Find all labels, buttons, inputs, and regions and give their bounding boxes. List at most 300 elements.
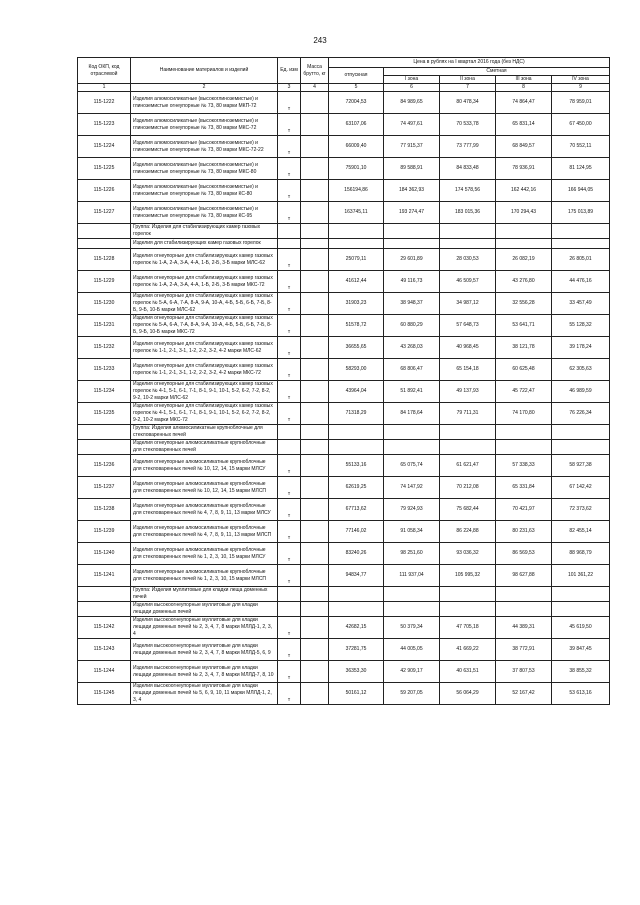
price-cell: 65 154,18 [440,359,496,381]
item-unit: т [278,136,301,158]
empty-cell [440,587,496,602]
price-cell: 56 064,29 [440,683,496,705]
table-row [78,617,610,639]
item-mass [301,293,329,315]
price-cell: 65 331,84 [496,477,552,499]
group-row [78,224,610,239]
price-cell: 50161,12 [329,683,384,705]
price-cell: 93 036,32 [440,543,496,565]
group-title: Группа: Изделия алюмосиликатные крупноблочные для стекловаренных печей [131,425,278,440]
price-cell: 43 268,03 [384,337,440,359]
price-cell: 55133,16 [329,455,384,477]
item-code: 115-1237 [78,477,131,499]
price-cell: 74 170,80 [496,403,552,425]
empty-cell [301,239,329,249]
group-code-cell [78,440,131,455]
price-cell: 45 722,47 [496,381,552,403]
price-cell: 46 989,59 [552,381,610,403]
group-code-cell [78,239,131,249]
price-cell: 82 455,14 [552,521,610,543]
table-row [78,683,610,705]
empty-cell [496,239,552,249]
item-code: 115-1230 [78,293,131,315]
price-cell: 68 806,47 [384,359,440,381]
table-row [78,293,610,315]
empty-cell [301,602,329,617]
price-cell: 32 556,28 [496,293,552,315]
item-unit: т [278,639,301,661]
price-cell: 37 807,53 [496,661,552,683]
price-cell: 74 864,47 [496,92,552,114]
empty-cell [440,425,496,440]
empty-cell [552,239,610,249]
item-name: Изделия огнеупорные алюмосиликатные крупноблочные для стекловаренных печей № 10, 12, 14, 15 марки МЛСП [131,477,278,499]
price-cell: 58293,00 [329,359,384,381]
price-cell: 52 167,42 [496,683,552,705]
price-cell: 74 147,92 [384,477,440,499]
price-cell: 78 959,01 [552,92,610,114]
group-code-cell [78,602,131,617]
price-table [77,57,610,705]
empty-cell [329,239,384,249]
item-code: 115-1241 [78,565,131,587]
item-name: Изделия алюмосиликатные (высокоглиноземистые) и глиноземистые огнеупорные № 73, 80 марки КС-95 [131,202,278,224]
empty-cell [552,440,610,455]
col-index: 7 [440,84,496,92]
price-cell: 41 669,22 [440,639,496,661]
price-cell: 62619,25 [329,477,384,499]
col-index: 6 [384,84,440,92]
item-name: Изделия огнеупорные для стабилизирующих камер газовых горелок № 5-А, 6-А, 7-А, 8-А, 9-А, 10-А, 4-Б, 5-Б, 6-Б, 7-Б, 8-Б, 9-Б, 10-Б марки МКС-72 [131,315,278,337]
price-cell: 98 251,60 [384,543,440,565]
item-name: Изделия огнеупорные для стабилизирующих камер газовых горелок № 1-А, 2-А, 3-А, 4-А, 1-Б, 2-Б, 3-Б марки МЛС-62 [131,249,278,271]
empty-cell [301,587,329,602]
price-cell: 31903,23 [329,293,384,315]
header-estimate: Сметная [384,68,610,76]
item-code: 115-1228 [78,249,131,271]
item-mass [301,114,329,136]
item-unit: т [278,455,301,477]
empty-cell [329,587,384,602]
price-cell: 67 450,00 [552,114,610,136]
price-cell: 84 178,64 [384,403,440,425]
item-name: Изделия огнеупорные алюмосиликатные крупноблочные для стекловаренных печей № 4, 7, 8, 9, 11, 13 марки МЛСУ [131,499,278,521]
item-code: 115-1238 [78,499,131,521]
item-unit: т [278,683,301,705]
empty-cell [301,425,329,440]
price-cell: 42 909,17 [384,661,440,683]
table-row [78,158,610,180]
group-row [78,587,610,602]
header-code: Код ОКП, код отраслевой [78,58,131,84]
table-row [78,202,610,224]
price-cell: 105 995,32 [440,565,496,587]
item-code: 115-1240 [78,543,131,565]
item-name: Изделия огнеупорные алюмосиликатные крупноблочные для стекловаренных печей № 1, 2, 3, 10, 15 марки МЛСП [131,565,278,587]
header-mass: Масса брутто, кг [301,58,329,84]
price-cell: 72004,53 [329,92,384,114]
empty-cell [384,224,440,239]
item-code: 115-1229 [78,271,131,293]
col-index: 2 [131,84,278,92]
header-unit: Ед. изм [278,58,301,84]
table-row [78,521,610,543]
table-row [78,543,610,565]
table-row [78,337,610,359]
header-price-title: Цена в рублях на I квартал 2016 года (без НДС) [329,58,610,68]
group-row [78,425,610,440]
item-mass [301,136,329,158]
item-name: Изделия высокоогнеупорные муллитовые для кладки лещади доменных печей № 2, 3, 4, 7, 8 марки МЛЛД-1, 2, 3, 4 [131,617,278,639]
item-mass [301,403,329,425]
table-row [78,455,610,477]
item-unit: т [278,114,301,136]
price-cell: 66009,40 [329,136,384,158]
table-row [78,271,610,293]
price-cell: 175 013,89 [552,202,610,224]
price-cell: 41612,44 [329,271,384,293]
price-cell: 84 833,48 [440,158,496,180]
price-cell: 183 015,36 [440,202,496,224]
price-cell: 25079,11 [329,249,384,271]
empty-cell [329,440,384,455]
empty-cell [384,587,440,602]
empty-cell [552,602,610,617]
empty-cell [329,224,384,239]
price-cell: 38 772,91 [496,639,552,661]
price-cell: 76 226,34 [552,403,610,425]
table-row [78,136,610,158]
price-cell: 38 855,32 [552,661,610,683]
price-cell: 51578,72 [329,315,384,337]
item-name: Изделия алюмосиликатные (высокоглиноземистые) и глиноземистые огнеупорные № 73, 80 марки МКС-72-22 [131,136,278,158]
price-cell: 60 625,48 [496,359,552,381]
price-cell: 65 075,74 [384,455,440,477]
price-cell: 33 457,49 [552,293,610,315]
empty-cell [496,440,552,455]
item-unit: т [278,337,301,359]
group-code-cell [78,224,131,239]
table-row [78,92,610,114]
empty-cell [440,602,496,617]
empty-cell [496,425,552,440]
price-cell: 26 805,01 [552,249,610,271]
item-mass [301,202,329,224]
header-zone1: I зона [384,76,440,84]
price-cell: 59 207,05 [384,683,440,705]
price-cell: 170 294,43 [496,202,552,224]
price-cell: 39 847,45 [552,639,610,661]
price-cell: 60 880,29 [384,315,440,337]
item-mass [301,158,329,180]
item-code: 115-1224 [78,136,131,158]
price-cell: 53 641,71 [496,315,552,337]
item-unit: т [278,661,301,683]
price-cell: 70 552,11 [552,136,610,158]
price-cell: 75 682,44 [440,499,496,521]
price-cell: 58 927,38 [552,455,610,477]
empty-cell [552,587,610,602]
item-mass [301,180,329,202]
item-code: 115-1239 [78,521,131,543]
item-code: 115-1236 [78,455,131,477]
empty-cell [384,602,440,617]
item-code: 115-1223 [78,114,131,136]
item-name: Изделия огнеупорные для стабилизирующих камер газовых горелок № 1-1, 2-1, 3-1, 1-2, 2-2, 3-2, 4-2 марки МКС-72 [131,359,278,381]
item-name: Изделия огнеупорные алюмосиликатные крупноблочные для стекловаренных печей № 10, 12, 14, 15 марки МЛСУ [131,455,278,477]
table-row [78,359,610,381]
item-unit: т [278,381,301,403]
empty-cell [278,224,301,239]
col-index: 3 [278,84,301,92]
price-cell: 42682,15 [329,617,384,639]
price-cell: 74 497,61 [384,114,440,136]
price-cell: 75901,10 [329,158,384,180]
price-cell: 70 212,08 [440,477,496,499]
item-code: 115-1231 [78,315,131,337]
item-name: Изделия огнеупорные для стабилизирующих камер газовых горелок № 1-1, 2-1, 3-1, 1-2, 2-2, 3-2, 4-2 марки МЛС-62 [131,337,278,359]
item-unit: т [278,521,301,543]
item-name: Изделия высокоогнеупорные муллитовые для кладки лещади доменных печей № 5, 6, 9, 10, 11 марки МЛЛД-1, 2, 3, 4 [131,683,278,705]
group-title: Изделия высокоогнеупорные муллитовые для кладки лещади доменных печей [131,602,278,617]
item-unit: т [278,617,301,639]
price-cell: 38 948,37 [384,293,440,315]
col-index: 5 [329,84,384,92]
price-cell: 94834,77 [329,565,384,587]
price-cell: 47 705,18 [440,617,496,639]
item-code: 115-1233 [78,359,131,381]
empty-cell [440,224,496,239]
price-cell: 37281,75 [329,639,384,661]
price-cell: 80 231,63 [496,521,552,543]
item-code: 115-1226 [78,180,131,202]
table-row [78,381,610,403]
price-cell: 166 944,05 [552,180,610,202]
group-row [78,602,610,617]
item-unit: т [278,293,301,315]
price-cell: 156194,86 [329,180,384,202]
item-name: Изделия огнеупорные алюмосиликатные крупноблочные для стекловаренных печей № 1, 2, 3, 10, 15 марки МЛСУ [131,543,278,565]
header-zone4: IV зона [552,76,610,84]
price-cell: 81 124,95 [552,158,610,180]
empty-cell [278,425,301,440]
column-index-row [78,84,610,92]
table-row [78,661,610,683]
price-cell: 38 121,78 [496,337,552,359]
empty-cell [496,602,552,617]
price-cell: 36353,30 [329,661,384,683]
table-row [78,565,610,587]
item-code: 115-1234 [78,381,131,403]
item-mass [301,499,329,521]
item-name: Изделия огнеупорные алюмосиликатные крупноблочные для стекловаренных печей № 4, 7, 8, 9, 11, 13 марки МЛСП [131,521,278,543]
header-zone2: II зона [440,76,496,84]
item-mass [301,521,329,543]
item-mass [301,639,329,661]
price-cell: 43964,04 [329,381,384,403]
item-mass [301,249,329,271]
item-unit: т [278,477,301,499]
table-row [78,403,610,425]
col-index: 1 [78,84,131,92]
price-cell: 80 478,34 [440,92,496,114]
item-name: Изделия алюмосиликатные (высокоглиноземистые) и глиноземистые огнеупорные № 73, 80 марки МКС-72 [131,114,278,136]
price-cell: 84 989,65 [384,92,440,114]
item-code: 115-1243 [78,639,131,661]
item-mass [301,683,329,705]
item-code: 115-1245 [78,683,131,705]
price-cell: 72 373,62 [552,499,610,521]
empty-cell [552,425,610,440]
col-index: 8 [496,84,552,92]
group-title: Группа: Изделия для стабилизирующих камер газовых горелок [131,224,278,239]
item-name: Изделия огнеупорные для стабилизирующих камер газовых горелок № 1-А, 2-А, 3-А, 4-А, 1-Б, 2-Б, 3-Б марки МКС-72 [131,271,278,293]
empty-cell [278,239,301,249]
item-name: Изделия огнеупорные для стабилизирующих камер газовых горелок № 4-1, 5-1, 6-1, 7-1, 8-1, 9-1, 10-1, 5-2, 6-2, 7-2, 8-2, 9-2, 10-2 марки МЛС-62 [131,381,278,403]
item-unit: т [278,315,301,337]
group-title: Изделия огнеупорные алюмосиликатные крупноблочные для стекловаренных печей [131,440,278,455]
item-unit: т [278,249,301,271]
price-cell: 162 442,16 [496,180,552,202]
item-mass [301,337,329,359]
price-cell: 46 509,57 [440,271,496,293]
empty-cell [384,239,440,249]
price-cell: 57 338,33 [496,455,552,477]
page-number: 243 [313,36,327,45]
price-cell: 67 142,42 [552,477,610,499]
empty-cell [278,602,301,617]
col-index: 4 [301,84,329,92]
price-cell: 193 274,47 [384,202,440,224]
item-mass [301,617,329,639]
price-cell: 44 389,31 [496,617,552,639]
item-code: 115-1227 [78,202,131,224]
item-mass [301,477,329,499]
empty-cell [384,425,440,440]
item-name: Изделия алюмосиликатные (высокоглиноземистые) и глиноземистые огнеупорные № 73, 80 марки МКП-72 [131,92,278,114]
price-cell: 79 711,31 [440,403,496,425]
price-cell: 98 627,88 [496,565,552,587]
price-cell: 73 777,99 [440,136,496,158]
table-row [78,477,610,499]
price-cell: 34 987,12 [440,293,496,315]
price-cell: 26 082,19 [496,249,552,271]
price-cell: 57 648,73 [440,315,496,337]
item-unit: т [278,499,301,521]
price-cell: 49 137,93 [440,381,496,403]
price-cell: 29 601,89 [384,249,440,271]
price-cell: 39 178,24 [552,337,610,359]
group-title: Изделия для стабилизирующих камер газовых горелок [131,239,278,249]
item-code: 115-1242 [78,617,131,639]
price-cell: 174 578,56 [440,180,496,202]
price-cell: 78 936,91 [496,158,552,180]
price-cell: 86 569,53 [496,543,552,565]
group-code-cell [78,587,131,602]
item-code: 115-1235 [78,403,131,425]
empty-cell [552,224,610,239]
price-cell: 68 849,57 [496,136,552,158]
price-cell: 44 476,16 [552,271,610,293]
price-cell: 49 116,73 [384,271,440,293]
price-cell: 111 937,04 [384,565,440,587]
price-cell: 45 619,50 [552,617,610,639]
price-cell: 36655,65 [329,337,384,359]
empty-cell [440,440,496,455]
header-name: Наименование материалов и изделий [131,58,278,84]
price-cell: 40 968,45 [440,337,496,359]
price-cell: 51 892,41 [384,381,440,403]
item-mass [301,271,329,293]
group-row [78,239,610,249]
table-row [78,499,610,521]
item-unit: т [278,271,301,293]
item-unit: т [278,202,301,224]
price-cell: 77 915,37 [384,136,440,158]
empty-cell [278,440,301,455]
price-cell: 89 588,91 [384,158,440,180]
item-name: Изделия огнеупорные для стабилизирующих камер газовых горелок № 4-1, 5-1, 6-1, 7-1, 8-1, 9-1, 10-1, 5-2, 6-2, 7-2, 8-2, 9-2, 10-2 марки МКС-72 [131,403,278,425]
group-code-cell [78,425,131,440]
price-cell: 83240,26 [329,543,384,565]
item-mass [301,359,329,381]
empty-cell [329,425,384,440]
price-cell: 67713,62 [329,499,384,521]
item-unit: т [278,543,301,565]
item-mass [301,315,329,337]
header-zone3: III зона [496,76,552,84]
col-index: 9 [552,84,610,92]
price-cell: 184 362,93 [384,180,440,202]
price-cell: 70 533,78 [440,114,496,136]
price-cell: 43 276,80 [496,271,552,293]
table-row [78,639,610,661]
table-row [78,180,610,202]
group-title: Группа: Изделия муллитовые для кладки леща доменных печей [131,587,278,602]
empty-cell [496,224,552,239]
table-row [78,315,610,337]
item-code: 115-1225 [78,158,131,180]
item-mass [301,661,329,683]
price-cell: 70 421,97 [496,499,552,521]
item-name: Изделия алюмосиликатные (высокоглиноземистые) и глиноземистые огнеупорные № 73, 80 марки КС-80 [131,180,278,202]
item-name: Изделия алюмосиликатные (высокоглиноземистые) и глиноземистые огнеупорные № 73, 80 марки МКС-80 [131,158,278,180]
item-code: 115-1244 [78,661,131,683]
group-row [78,440,610,455]
price-cell: 44 005,05 [384,639,440,661]
price-cell: 88 968,79 [552,543,610,565]
table-body [78,92,610,705]
item-mass [301,381,329,403]
price-cell: 65 831,14 [496,114,552,136]
item-unit: т [278,158,301,180]
table-row [78,114,610,136]
empty-cell [329,602,384,617]
price-cell: 62 305,63 [552,359,610,381]
item-mass [301,543,329,565]
price-cell: 28 030,53 [440,249,496,271]
price-cell: 71318,29 [329,403,384,425]
item-mass [301,455,329,477]
item-unit: т [278,92,301,114]
empty-cell [440,239,496,249]
price-cell: 77146,02 [329,521,384,543]
item-unit: т [278,180,301,202]
price-cell: 101 361,22 [552,565,610,587]
empty-cell [496,587,552,602]
item-name: Изделия высокоогнеупорные муллитовые для кладки лещади доменных печей № 2, 3, 4, 7, 8 марки МЛЛД-7, 8, 10 [131,661,278,683]
item-code: 115-1232 [78,337,131,359]
